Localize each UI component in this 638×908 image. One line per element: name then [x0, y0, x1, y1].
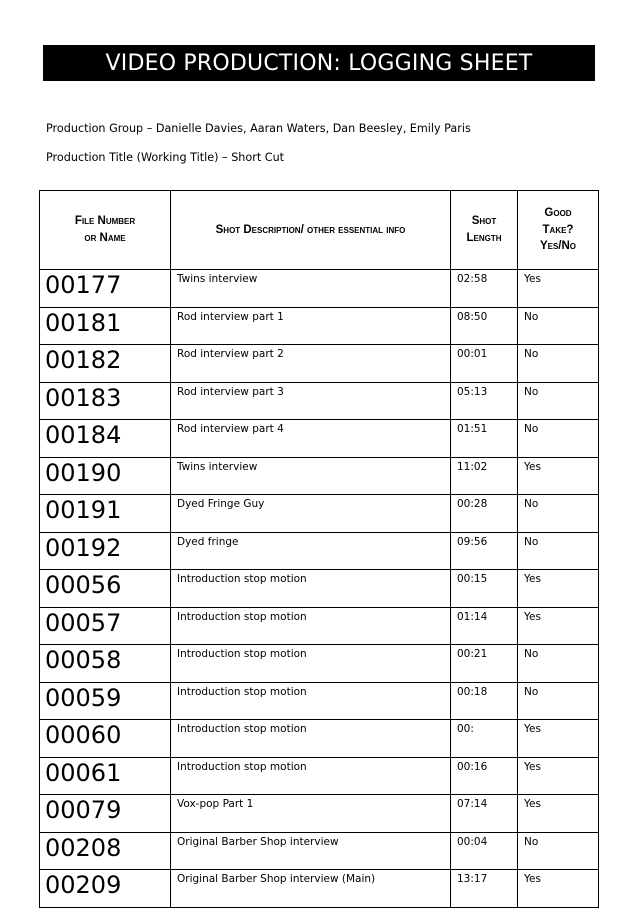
file-number-cell: 00182 [40, 345, 171, 383]
shot-description-cell: Introduction stop motion [171, 570, 451, 608]
file-number-cell: 00079 [40, 795, 171, 833]
shot-length-cell: 07:14 [451, 795, 518, 833]
table-header-row [40, 191, 599, 270]
good-take-cell: No [518, 532, 599, 570]
file-number-cell: 00061 [40, 757, 171, 795]
file-number-cell: 00184 [40, 420, 171, 458]
shot-length-cell: 01:14 [451, 607, 518, 645]
table-row [40, 570, 599, 608]
header-file-line1: File Number [74, 215, 136, 228]
shot-description-cell: Original Barber Shop interview [171, 832, 451, 870]
table-row [40, 607, 599, 645]
good-take-cell: No [518, 307, 599, 345]
shot-description-cell: Rod interview part 4 [171, 420, 451, 458]
shot-description-cell: Original Barber Shop interview (Main) [171, 870, 451, 908]
shot-description-cell: Introduction stop motion [171, 757, 451, 795]
table-body [40, 270, 599, 908]
header-file-number [40, 191, 171, 270]
header-good-take [518, 191, 599, 270]
header-shot-length [451, 191, 518, 270]
shot-length-cell: 05:13 [451, 382, 518, 420]
shot-description-cell: Dyed Fringe Guy [171, 495, 451, 533]
good-take-cell: Yes [518, 757, 599, 795]
shot-description-cell: Introduction stop motion [171, 682, 451, 720]
shot-length-cell: 08:50 [451, 307, 518, 345]
shot-length-cell: 00:21 [451, 645, 518, 683]
good-take-cell: No [518, 832, 599, 870]
good-take-cell: No [518, 495, 599, 533]
good-take-cell: Yes [518, 270, 599, 308]
shot-description-cell: Introduction stop motion [171, 720, 451, 758]
shot-description-cell: Introduction stop motion [171, 645, 451, 683]
shot-length-cell: 00: [451, 720, 518, 758]
shot-description-cell: Twins interview [171, 457, 451, 495]
table-row [40, 832, 599, 870]
shot-description-cell: Introduction stop motion [171, 607, 451, 645]
file-number-cell: 00060 [40, 720, 171, 758]
header-length-line1: Shot [471, 215, 497, 228]
table-row [40, 270, 599, 308]
shot-length-cell: 00:16 [451, 757, 518, 795]
table-row [40, 495, 599, 533]
file-number-cell: 00058 [40, 645, 171, 683]
shot-length-cell: 09:56 [451, 532, 518, 570]
shot-description-cell: Vox-pop Part 1 [171, 795, 451, 833]
file-number-cell: 00208 [40, 832, 171, 870]
shot-length-cell: 01:51 [451, 420, 518, 458]
table-row [40, 757, 599, 795]
good-take-cell: No [518, 682, 599, 720]
shot-description-cell: Rod interview part 3 [171, 382, 451, 420]
table-row [40, 457, 599, 495]
good-take-cell: Yes [518, 457, 599, 495]
shot-description-cell: Dyed fringe [171, 532, 451, 570]
production-group: Production Group – Danielle Davies, Aaran Waters, Dan Beesley, Emily Paris [46, 122, 471, 135]
header-desc-text: Shot Description/ other essential info [215, 223, 406, 236]
good-take-cell: No [518, 645, 599, 683]
table-row [40, 307, 599, 345]
shot-description-cell: Rod interview part 1 [171, 307, 451, 345]
file-number-cell: 00191 [40, 495, 171, 533]
shot-description-cell: Rod interview part 2 [171, 345, 451, 383]
shot-length-cell: 00:28 [451, 495, 518, 533]
file-number-cell: 00057 [40, 607, 171, 645]
shot-length-cell: 11:02 [451, 457, 518, 495]
file-number-cell: 00192 [40, 532, 171, 570]
table-row [40, 532, 599, 570]
good-take-cell: Yes [518, 870, 599, 908]
table-row [40, 720, 599, 758]
header-good-line1: Good [544, 206, 572, 219]
shot-length-cell: 00:04 [451, 832, 518, 870]
good-take-cell: Yes [518, 720, 599, 758]
table-row [40, 345, 599, 383]
good-take-cell: No [518, 382, 599, 420]
header-good-line3: Yes/No [539, 240, 577, 253]
shot-length-cell: 00:15 [451, 570, 518, 608]
shot-length-cell: 00:18 [451, 682, 518, 720]
table-row [40, 420, 599, 458]
file-number-cell: 00059 [40, 682, 171, 720]
good-take-cell: No [518, 345, 599, 383]
logging-table [39, 190, 599, 908]
table-row [40, 382, 599, 420]
good-take-cell: No [518, 420, 599, 458]
shot-description-cell: Twins interview [171, 270, 451, 308]
header-shot-description [171, 191, 451, 270]
file-number-cell: 00177 [40, 270, 171, 308]
header-length-line2: Length [466, 232, 502, 244]
good-take-cell: Yes [518, 607, 599, 645]
good-take-cell: Yes [518, 570, 599, 608]
shot-length-cell: 00:01 [451, 345, 518, 383]
file-number-cell: 00181 [40, 307, 171, 345]
file-number-cell: 00190 [40, 457, 171, 495]
production-title: Production Title (Working Title) – Short Cut [46, 151, 285, 164]
page-title: VIDEO PRODUCTION: LOGGING SHEET [43, 45, 595, 81]
file-number-cell: 00209 [40, 870, 171, 908]
good-take-cell: Yes [518, 795, 599, 833]
table-row [40, 795, 599, 833]
header-good-line2: Take? [542, 223, 574, 236]
file-number-cell: 00056 [40, 570, 171, 608]
shot-length-cell: 13:17 [451, 870, 518, 908]
header-file-line2: or Name [84, 232, 126, 244]
table-row [40, 682, 599, 720]
shot-length-cell: 02:58 [451, 270, 518, 308]
table-row [40, 645, 599, 683]
file-number-cell: 00183 [40, 382, 171, 420]
table-row [40, 870, 599, 908]
